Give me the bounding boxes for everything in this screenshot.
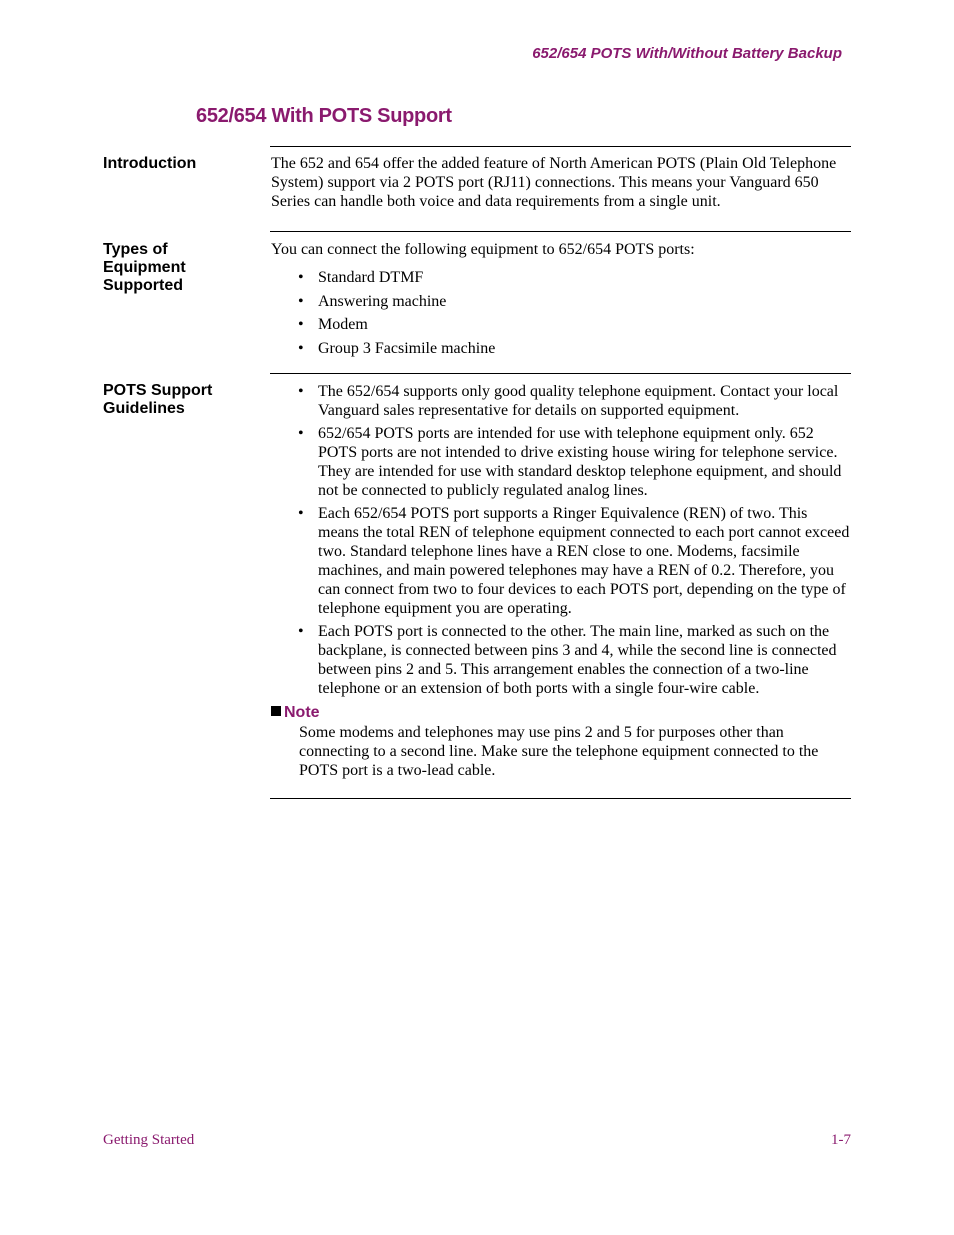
- bullet-icon: •: [298, 316, 304, 333]
- list-item: [271, 313, 856, 337]
- divider-end: [270, 798, 851, 799]
- list-item-text: Modem: [318, 316, 368, 333]
- list-item: [271, 424, 851, 500]
- list-item: [271, 266, 856, 290]
- list-item-text: Each 652/654 POTS port supports a Ringer Equivalence (REN) of two. This means the total REN of telephone equipment connected to each port cannot exceed two. Standard telephone lines have a REN close to one. Modems, facsimile machines, and main powered telephones may have a REN of 0.2. Therefore, you can connect from two to four devices to each POTS port, depending on the type of telephone equipment you are operating.: [318, 505, 850, 617]
- note-title: [271, 704, 320, 722]
- list-item: [271, 337, 856, 361]
- divider-introduction: [270, 146, 851, 147]
- bullet-icon: •: [298, 425, 304, 442]
- running-header: 652/654 POTS With/Without Battery Backup: [532, 45, 842, 62]
- bullet-icon: •: [298, 383, 304, 400]
- types-list: [271, 266, 856, 360]
- list-item-text: Each POTS port is connected to the other. The main line, marked as such on the backplane, is connected between pins 3 and 4, while the second line is connected between pins 2 and 5. This arrangement enables the connection of a two-line telephone or an extension of both ports with a single four-wire cable.: [318, 623, 837, 697]
- guidelines-label: POTS Support Guidelines: [103, 382, 213, 417]
- guidelines-list: [271, 382, 851, 698]
- introduction-text: The 652 and 654 offer the added feature of North American POTS (Plain Old Telephone System) support via 2 POTS port (RJ11) connections. This means your Vanguard 650 Series can handle both voice and data requirements from a single unit.: [271, 155, 837, 210]
- bullet-icon: •: [298, 292, 304, 310]
- list-item: [271, 504, 851, 618]
- types-intro: You can connect the following equipment to 652/654 POTS ports:: [271, 241, 695, 258]
- list-item-text: Group 3 Facsimile machine: [318, 339, 496, 357]
- list-item: [271, 622, 851, 698]
- divider-guidelines: [270, 373, 851, 374]
- list-item-text: The 652/654 supports only good quality telephone equipment. Contact your local Vanguard sales representative for details on supported equipment.: [318, 383, 839, 419]
- list-item-text: Standard DTMF: [318, 269, 424, 286]
- page-number: 1-7: [831, 1132, 851, 1148]
- types-label: Types of Equipment Supported: [103, 241, 186, 294]
- list-item: [271, 382, 851, 420]
- list-item-text: 652/654 POTS ports are intended for use with telephone equipment only. 652 POTS ports are not intended to drive existing house wiring for telephone service. They are intended for use with standard desktop telephone equipment, and should not be connected to publicly regulated analog lines.: [318, 425, 842, 499]
- introduction-label: Introduction: [103, 155, 197, 172]
- bullet-icon: •: [298, 339, 304, 357]
- section-title: 652/654 With POTS Support: [196, 105, 452, 127]
- bullet-icon: •: [298, 505, 304, 522]
- list-item: [271, 290, 856, 314]
- note-square-icon: [271, 706, 281, 716]
- divider-types: [270, 231, 851, 232]
- bullet-icon: •: [298, 269, 304, 286]
- list-item-text: Answering machine: [318, 292, 447, 310]
- note-body: Some modems and telephones may use pins 2 and 5 for purposes other than connecting to a second line. Make sure the telephone equipment connected to the POTS port is a two-lead cable.: [299, 724, 819, 779]
- bullet-icon: •: [298, 623, 304, 640]
- note-title-text: Note: [284, 704, 320, 721]
- footer-left: Getting Started: [103, 1132, 195, 1148]
